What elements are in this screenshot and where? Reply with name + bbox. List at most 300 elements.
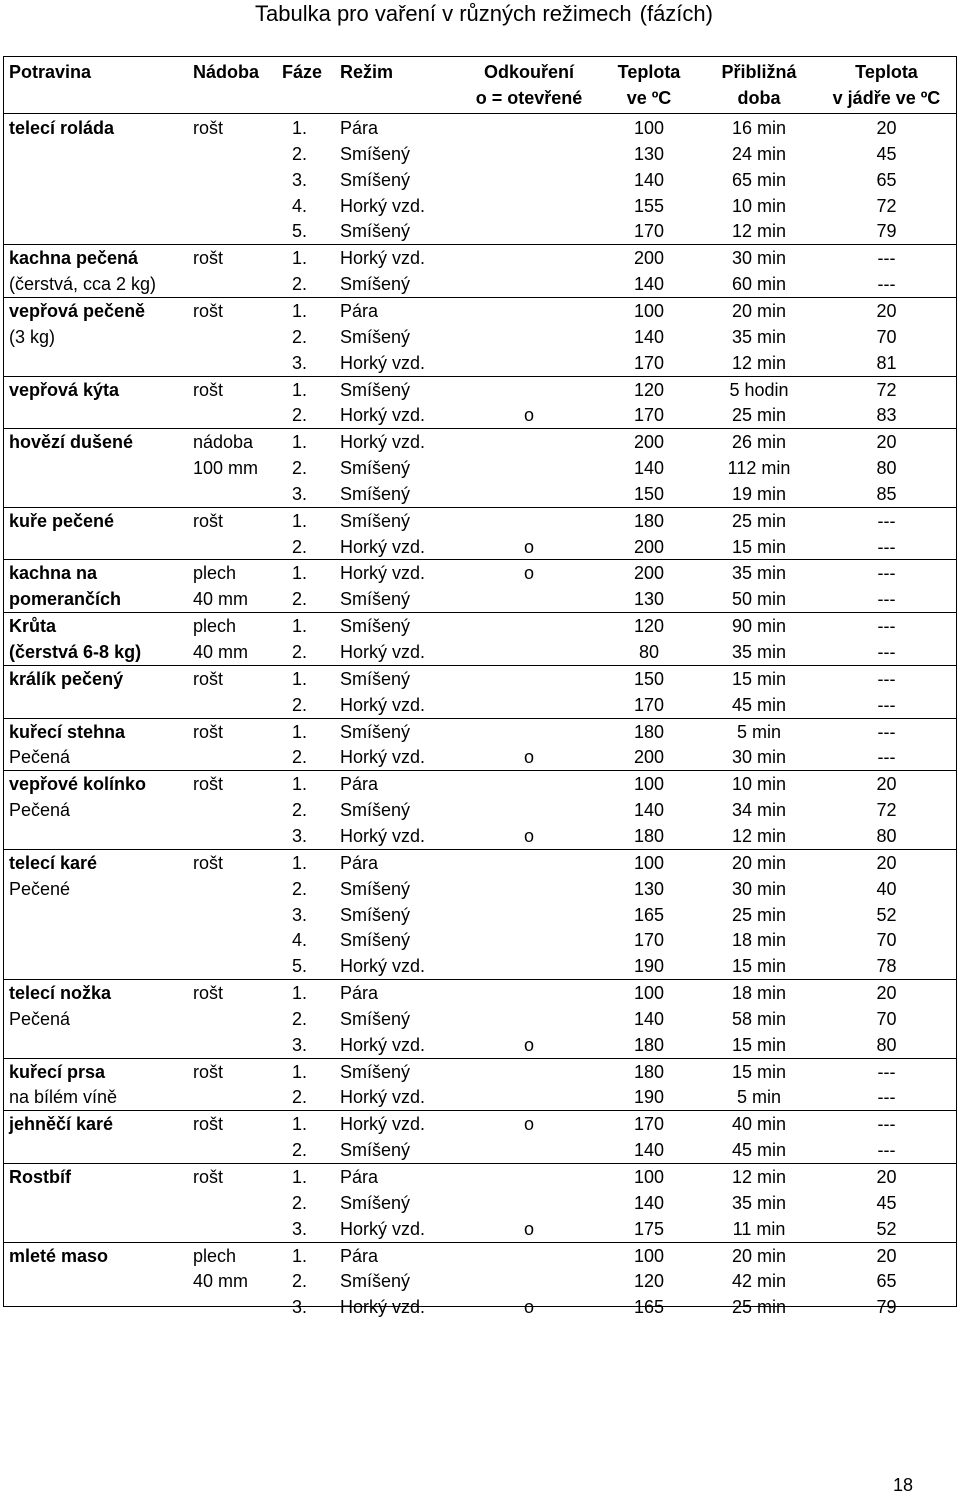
cell-phase: 2. (292, 878, 308, 899)
vessel: rošt (193, 510, 224, 531)
header-time-line2: doba (737, 88, 781, 108)
cell-phase: 1. (292, 300, 308, 321)
cell-vent: o (523, 1114, 534, 1135)
cell-time: 12 min (731, 352, 787, 373)
cell-phase: 1. (292, 248, 308, 269)
cell-phase: 1. (292, 118, 308, 138)
cell-mode: Horký vzd. (340, 1034, 426, 1055)
cell-core: 65 (876, 169, 897, 190)
food-note: Pečené (9, 878, 71, 899)
vessel: plech (193, 563, 237, 584)
cell-mode: Pára (340, 1245, 379, 1266)
cell-mode: Smíšený (340, 458, 411, 479)
cell-temp: 200 (633, 747, 665, 768)
cell-mode: Pára (340, 852, 379, 873)
cell-mode: Smíšený (340, 326, 411, 347)
food-note: Pečená (9, 747, 71, 768)
cell-time: 15 min (731, 1061, 787, 1082)
cell-core: --- (877, 1087, 896, 1108)
food-name: kachna pečená (9, 248, 139, 269)
cell-mode: Horký vzd. (340, 1218, 426, 1239)
food-name: jehněčí karé (9, 1114, 114, 1135)
cell-temp: 150 (633, 668, 665, 689)
cell-temp: 140 (633, 1008, 665, 1029)
cell-time: 112 min (727, 458, 791, 479)
cell-phase: 3. (292, 483, 308, 504)
cell-time: 20 min (731, 300, 787, 321)
cell-core: 80 (876, 825, 897, 846)
cell-core: 83 (876, 405, 897, 426)
cell-temp: 200 (633, 536, 665, 557)
cell-phase: 1. (292, 1167, 308, 1187)
cell-core: 20 (876, 1245, 897, 1266)
cell-time: 60 min (731, 274, 787, 295)
cell-temp: 180 (633, 510, 665, 531)
page-title (0, 0, 960, 28)
cell-temp: 80 (638, 642, 660, 662)
cell-temp: 140 (633, 274, 665, 295)
cell-time: 25 min (731, 405, 787, 426)
cell-core: 52 (876, 904, 897, 925)
cell-time: 5 min (736, 1087, 781, 1108)
food-name: králík pečený (9, 668, 124, 689)
cell-temp: 140 (633, 1140, 665, 1161)
cell-mode: Smíšený (340, 878, 411, 899)
vessel: rošt (193, 118, 224, 138)
cell-temp: 170 (633, 930, 665, 951)
food-name: kuřecí prsa (9, 1061, 106, 1082)
vessel: rošt (193, 1061, 224, 1082)
vessel: rošt (193, 721, 224, 742)
cell-mode: Smíšený (340, 1192, 411, 1213)
cell-mode: Horký vzd. (340, 825, 426, 846)
header-vessel: Nádoba (193, 62, 260, 82)
cell-vent: o (523, 1034, 534, 1055)
header-vent-line1: Odkouření (483, 62, 574, 82)
cell-core: --- (877, 563, 896, 584)
cell-time: 12 min (731, 825, 787, 846)
cell-time: 15 min (731, 536, 787, 557)
cell-mode: Horký vzd. (340, 1087, 426, 1108)
cell-mode: Horký vzd. (340, 195, 426, 216)
cell-core: 79 (876, 221, 897, 242)
cell-temp: 130 (633, 878, 665, 899)
cell-time: 5 hodin (729, 379, 789, 400)
cell-time: 5 min (736, 721, 781, 742)
cell-temp: 140 (633, 800, 665, 821)
cell-time: 42 min (731, 1271, 787, 1292)
cell-phase: 2. (292, 1087, 308, 1108)
cell-phase: 1. (292, 1245, 308, 1266)
cell-mode: Horký vzd. (340, 1114, 426, 1135)
cell-mode: Horký vzd. (340, 956, 426, 977)
cell-temp: 200 (633, 563, 665, 584)
cell-vent: o (523, 1297, 534, 1318)
cell-phase: 3. (292, 169, 308, 190)
cell-mode: Horký vzd. (340, 642, 426, 662)
cell-time: 12 min (731, 221, 787, 242)
cell-phase: 2. (292, 274, 308, 295)
cell-core: 80 (876, 458, 897, 479)
cell-phase: 2. (292, 1192, 308, 1213)
vessel: rošt (193, 774, 224, 795)
cell-mode: Smíšený (340, 169, 411, 190)
vessel: nádoba (193, 432, 254, 453)
cell-mode: Pára (340, 774, 379, 795)
cell-time: 30 min (731, 248, 787, 269)
cell-temp: 200 (633, 432, 665, 453)
cell-mode: Pára (340, 118, 379, 138)
food-note: Pečená (9, 1008, 71, 1029)
cell-time: 12 min (731, 1167, 787, 1187)
cell-phase: 3. (292, 352, 308, 373)
cell-time: 45 min (731, 1140, 787, 1161)
cell-phase: 4. (292, 195, 308, 216)
vessel: rošt (193, 1114, 224, 1135)
cell-mode: Smíšený (340, 379, 411, 400)
cell-phase: 2. (292, 1008, 308, 1029)
cell-vent: o (523, 563, 534, 584)
cell-mode: Horký vzd. (340, 352, 426, 373)
vessel: rošt (193, 852, 224, 873)
cell-temp: 120 (633, 616, 665, 637)
cell-mode: Horký vzd. (340, 747, 426, 768)
cell-mode: Smíšený (340, 483, 411, 504)
cell-core: --- (877, 536, 896, 557)
cell-mode: Smíšený (340, 589, 411, 610)
vessel: rošt (193, 668, 224, 689)
cell-phase: 2. (292, 1140, 308, 1161)
cell-vent: o (523, 1218, 534, 1239)
cell-mode: Pára (340, 1167, 379, 1187)
food-name: kachna na (9, 563, 98, 584)
cell-core: 79 (876, 1297, 897, 1318)
cell-temp: 190 (633, 956, 665, 977)
cell-temp: 170 (633, 694, 665, 715)
cell-phase: 2. (292, 694, 308, 715)
header-temp-line1: Teplota (617, 62, 681, 82)
cell-phase: 3. (292, 1218, 308, 1239)
cell-core: 65 (876, 1271, 897, 1292)
cell-temp: 140 (633, 458, 665, 479)
cell-time: 90 min (731, 616, 787, 637)
food-name: telecí roláda (9, 118, 115, 138)
header-temp-line2: ve ºC (626, 88, 672, 108)
cell-time: 20 min (731, 852, 787, 873)
cell-phase: 1. (292, 668, 308, 689)
cell-mode: Pára (340, 300, 379, 321)
food-name: kuřecí stehna (9, 721, 126, 742)
header-food: Potravina (9, 62, 92, 82)
cell-core: --- (877, 510, 896, 531)
cell-core: 72 (876, 379, 897, 400)
vessel: 40 mm (193, 589, 249, 610)
cell-time: 30 min (731, 878, 787, 899)
vessel: plech (193, 616, 237, 637)
cell-core: 20 (876, 983, 897, 1004)
cell-phase: 1. (292, 510, 308, 531)
cell-core: --- (877, 248, 896, 269)
cell-mode: Horký vzd. (340, 536, 426, 557)
cell-time: 35 min (731, 1192, 787, 1213)
food-name: hovězí dušené (9, 432, 134, 453)
cell-mode: Horký vzd. (340, 432, 426, 453)
cell-phase: 1. (292, 852, 308, 873)
cell-core: --- (877, 668, 896, 689)
cell-phase: 3. (292, 1297, 308, 1318)
cell-time: 35 min (731, 563, 787, 584)
cell-core: 45 (876, 1192, 897, 1213)
cell-core: --- (877, 616, 896, 637)
cell-mode: Horký vzd. (340, 405, 426, 426)
cell-time: 19 min (731, 483, 787, 504)
cell-core: 20 (876, 300, 897, 321)
cell-time: 35 min (731, 642, 787, 662)
vessel: plech (193, 1245, 237, 1266)
cell-temp: 190 (633, 1087, 665, 1108)
food-note: na bílém víně (9, 1087, 118, 1108)
cell-phase: 3. (292, 904, 308, 925)
vessel: 40 mm (193, 642, 249, 662)
cell-mode: Smíšený (340, 800, 411, 821)
cell-temp: 155 (633, 195, 665, 216)
cell-time: 25 min (731, 510, 787, 531)
cell-core: 70 (876, 326, 897, 347)
cell-phase: 5. (292, 221, 308, 242)
cell-core: 72 (876, 195, 897, 216)
cell-mode: Smíšený (340, 668, 411, 689)
cell-core: 20 (876, 852, 897, 873)
cell-time: 35 min (731, 326, 787, 347)
cell-mode: Horký vzd. (340, 563, 426, 584)
cell-time: 15 min (731, 1034, 787, 1055)
food-name: telecí karé (9, 852, 98, 873)
cell-mode: Smíšený (340, 143, 411, 164)
cell-phase: 2. (292, 143, 308, 164)
vessel: rošt (193, 300, 224, 321)
cell-phase: 1. (292, 432, 308, 453)
cell-mode: Smíšený (340, 904, 411, 925)
cell-phase: 2. (292, 326, 308, 347)
cooking-table (3, 56, 957, 1318)
vessel: rošt (193, 983, 224, 1004)
cell-vent: o (523, 536, 534, 557)
cell-temp: 170 (633, 405, 665, 426)
cell-time: 45 min (731, 694, 787, 715)
cell-phase: 1. (292, 563, 308, 584)
vessel: 40 mm (193, 1271, 249, 1292)
cell-phase: 1. (292, 1061, 308, 1082)
food-note: pomerančích (9, 589, 122, 610)
food-name: vepřová pečeně (9, 300, 146, 321)
cell-phase: 3. (292, 1034, 308, 1055)
cell-core: --- (877, 642, 896, 662)
cell-time: 15 min (731, 668, 787, 689)
cell-core: --- (877, 721, 896, 742)
vessel: 100 mm (193, 458, 259, 479)
cell-temp: 100 (633, 1167, 665, 1187)
cell-temp: 100 (633, 852, 665, 873)
cell-mode: Smíšený (340, 221, 411, 242)
food-name: kuře pečené (9, 510, 115, 531)
cell-temp: 140 (633, 169, 665, 190)
cell-temp: 165 (633, 1297, 665, 1318)
cell-temp: 170 (633, 1114, 665, 1135)
cell-core: --- (877, 1114, 896, 1135)
cell-time: 10 min (731, 195, 787, 216)
cell-mode: Smíšený (340, 1008, 411, 1029)
cell-core: 20 (876, 118, 897, 138)
cell-time: 25 min (731, 1297, 787, 1318)
cell-core: 81 (876, 352, 897, 373)
table-header (4, 57, 956, 115)
header-phase: Fáze (282, 62, 323, 82)
cell-temp: 180 (633, 1061, 665, 1082)
cell-temp: 100 (633, 774, 665, 795)
header-vent-line2: o = otevřené (475, 88, 583, 108)
header-time-line1: Přibližná (721, 62, 797, 82)
cell-time: 10 min (731, 774, 787, 795)
cell-core: --- (877, 589, 896, 610)
cell-phase: 4. (292, 930, 308, 951)
cell-temp: 100 (633, 118, 665, 138)
cell-vent: o (523, 747, 534, 768)
cell-temp: 200 (633, 248, 665, 269)
cell-core: --- (877, 694, 896, 715)
cell-phase: 1. (292, 721, 308, 742)
vessel: rošt (193, 248, 224, 269)
cell-phase: 5. (292, 956, 308, 977)
title-main: Tabulka pro vaření v různých režimech (255, 1, 632, 26)
cell-core: --- (877, 747, 896, 768)
food-name: vepřová kýta (9, 379, 120, 400)
cell-time: 18 min (731, 930, 787, 951)
cell-mode: Smíšený (340, 510, 411, 531)
food-name: vepřové kolínko (9, 774, 147, 795)
cell-core: 40 (876, 878, 897, 899)
cell-vent: o (523, 405, 534, 426)
food-note: (čerstvá 6-8 kg) (9, 642, 142, 662)
cell-mode: Smíšený (340, 930, 411, 951)
cell-temp: 120 (633, 379, 665, 400)
cell-temp: 140 (633, 326, 665, 347)
cell-core: --- (877, 1140, 896, 1161)
cell-mode: Horký vzd. (340, 1297, 426, 1318)
vessel: rošt (193, 379, 224, 400)
cell-phase: 1. (292, 1114, 308, 1135)
cell-time: 40 min (731, 1114, 787, 1135)
cell-time: 16 min (731, 118, 787, 138)
cell-time: 34 min (731, 800, 787, 821)
cell-phase: 2. (292, 642, 308, 662)
vessel: rošt (193, 1167, 224, 1187)
cell-core: 45 (876, 143, 897, 164)
cell-temp: 150 (633, 483, 665, 504)
cell-phase: 3. (292, 825, 308, 846)
cell-temp: 170 (633, 221, 665, 242)
cell-time: 50 min (731, 589, 787, 610)
cell-mode: Pára (340, 983, 379, 1004)
cell-time: 30 min (731, 747, 787, 768)
food-name: telecí nožka (9, 983, 112, 1004)
cell-temp: 140 (633, 1192, 665, 1213)
cell-temp: 100 (633, 1245, 665, 1266)
cell-core: 20 (876, 774, 897, 795)
cell-core: 80 (876, 1034, 897, 1055)
header-mode: Režim (340, 62, 394, 82)
cell-core: --- (877, 1061, 896, 1082)
cell-phase: 2. (292, 1271, 308, 1292)
food-note: Pečená (9, 800, 71, 821)
cell-time: 11 min (732, 1218, 786, 1239)
cell-time: 24 min (731, 143, 787, 164)
cell-phase: 2. (292, 747, 308, 768)
cell-time: 65 min (731, 169, 787, 190)
title-suffix: (fázích) (639, 1, 713, 26)
cell-core: --- (877, 274, 896, 295)
cell-temp: 175 (633, 1218, 665, 1239)
cell-time: 26 min (731, 432, 787, 453)
cell-phase: 2. (292, 405, 308, 426)
cell-phase: 2. (292, 536, 308, 557)
cell-phase: 2. (292, 800, 308, 821)
cell-core: 70 (876, 930, 897, 951)
cell-phase: 2. (292, 589, 308, 610)
cell-core: 20 (876, 1167, 897, 1187)
cell-core: 70 (876, 1008, 897, 1029)
cell-mode: Horký vzd. (340, 248, 426, 269)
cell-time: 15 min (731, 956, 787, 977)
cell-temp: 165 (633, 904, 665, 925)
cell-temp: 100 (633, 300, 665, 321)
cell-mode: Smíšený (340, 1061, 411, 1082)
cell-phase: 1. (292, 379, 308, 400)
cell-time: 18 min (731, 983, 787, 1004)
cell-core: 20 (876, 432, 897, 453)
food-name: Rostbíf (9, 1167, 71, 1187)
cell-temp: 120 (633, 1271, 665, 1292)
cell-mode: Smíšený (340, 274, 411, 295)
cell-vent: o (523, 825, 534, 846)
cell-mode: Smíšený (340, 1140, 411, 1161)
cell-temp: 170 (633, 352, 665, 373)
cell-temp: 130 (633, 589, 665, 610)
cell-temp: 180 (633, 825, 665, 846)
cell-phase: 1. (292, 983, 308, 1004)
cell-core: 52 (876, 1218, 897, 1239)
cell-phase: 1. (292, 616, 308, 637)
food-note: (3 kg) (9, 326, 56, 347)
food-name: Krůta (9, 616, 57, 637)
page-number: 18 (893, 1475, 914, 1495)
cell-temp: 180 (633, 721, 665, 742)
food-name: mleté maso (9, 1245, 109, 1266)
cell-phase: 2. (292, 458, 308, 479)
cell-mode: Smíšený (340, 616, 411, 637)
cell-core: 78 (876, 956, 897, 977)
cell-core: 85 (876, 483, 897, 504)
header-core-line1: Teplota (855, 62, 918, 82)
cell-temp: 130 (633, 143, 665, 164)
header-core-line2: v jádře ve ºC (832, 88, 941, 108)
cell-core: 72 (876, 800, 897, 821)
cell-mode: Smíšený (340, 1271, 411, 1292)
cell-time: 58 min (731, 1008, 787, 1029)
cell-time: 20 min (731, 1245, 787, 1266)
cell-phase: 1. (292, 774, 308, 795)
cell-time: 25 min (731, 904, 787, 925)
header-divider (4, 113, 956, 114)
